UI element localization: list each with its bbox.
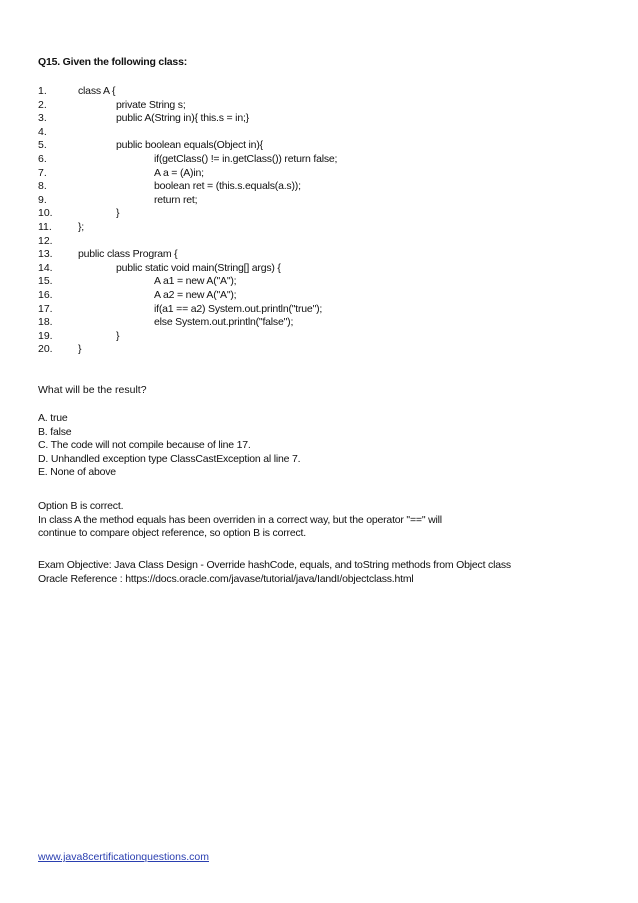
- code-text: }: [116, 329, 120, 342]
- code-line: [38, 180, 598, 194]
- question-title: Q15. Given the following class:: [38, 56, 188, 68]
- line-number: 17.: [38, 302, 53, 315]
- option-e: E. None of above: [38, 466, 116, 479]
- line-number: 14.: [38, 261, 53, 274]
- code-line: [38, 139, 598, 153]
- code-text: else System.out.println("false");: [154, 316, 294, 329]
- code-line: [38, 221, 598, 235]
- code-text: private String s;: [116, 98, 186, 111]
- line-number: 15.: [38, 275, 53, 288]
- explanation-line: continue to compare object reference, so option B is correct.: [38, 527, 306, 540]
- line-number: 11.: [38, 220, 52, 233]
- code-text: public static void main(String[] args) {: [116, 261, 281, 274]
- answer-explanation: [38, 500, 442, 541]
- line-number: 12.: [38, 234, 53, 247]
- footer-website-link[interactable]: www.java8certificationquestions.com: [38, 851, 209, 863]
- line-number: 13.: [38, 248, 53, 261]
- line-number: 9.: [38, 193, 47, 206]
- code-line: [38, 343, 598, 357]
- code-text: }: [78, 343, 82, 356]
- code-line: [38, 207, 598, 221]
- line-number: 19.: [38, 329, 53, 342]
- line-number: 6.: [38, 152, 47, 165]
- code-line: [38, 316, 598, 330]
- objective-line: Exam Objective: Java Class Design - Override hashCode, equals, and toString methods from Object class: [38, 559, 511, 571]
- line-number: 1.: [38, 85, 47, 97]
- answer-options: [38, 412, 300, 480]
- option-c: C. The code will not compile because of line 17.: [38, 439, 251, 452]
- code-text: };: [78, 220, 85, 233]
- code-line: [38, 85, 598, 99]
- explanation-line: In class A the method equals has been overriden in a correct way, but the operator "==" will: [38, 513, 442, 526]
- line-number: 3.: [38, 112, 47, 125]
- code-line: [38, 112, 598, 126]
- line-number: 10.: [38, 207, 53, 220]
- line-number: 16.: [38, 288, 53, 301]
- code-text: class A {: [78, 85, 116, 97]
- code-text: A a1 = new A("A");: [154, 275, 237, 288]
- line-number: 2.: [38, 98, 47, 111]
- line-number: 5.: [38, 139, 47, 152]
- answer-statement: Option B is correct.: [38, 500, 124, 512]
- line-number: 20.: [38, 343, 53, 356]
- line-number: 7.: [38, 166, 47, 179]
- line-number: 18.: [38, 316, 53, 329]
- code-text: A a = (A)in;: [154, 166, 204, 179]
- code-line: [38, 126, 598, 140]
- code-text: public class Program {: [78, 248, 178, 261]
- code-line: [38, 289, 598, 303]
- code-text: return ret;: [154, 193, 198, 206]
- reference-line: Oracle Reference : https://docs.oracle.com/javase/tutorial/java/IandI/objectclass.html: [38, 572, 414, 585]
- exam-objective: [38, 559, 511, 586]
- code-text: public A(String in){ this.s = in;}: [116, 112, 249, 125]
- code-listing: [38, 85, 598, 357]
- code-line: [38, 262, 598, 276]
- code-line: [38, 235, 598, 249]
- code-line: [38, 303, 598, 317]
- code-line: [38, 275, 598, 289]
- question-prompt: What will be the result?: [38, 384, 147, 396]
- code-text: if(getClass() != in.getClass()) return false;: [154, 152, 338, 165]
- line-number: 8.: [38, 180, 47, 193]
- code-text: boolean ret = (this.s.equals(a.s));: [154, 180, 301, 193]
- code-line: [38, 194, 598, 208]
- code-line: [38, 167, 598, 181]
- code-line: [38, 153, 598, 167]
- code-text: }: [116, 207, 120, 220]
- code-text: public boolean equals(Object in){: [116, 139, 263, 152]
- code-line: [38, 330, 598, 344]
- code-text: A a2 = new A("A");: [154, 288, 237, 301]
- code-line: [38, 99, 598, 113]
- code-line: [38, 248, 598, 262]
- option-a: A. true: [38, 412, 68, 424]
- line-number: 4.: [38, 125, 47, 138]
- option-b: B. false: [38, 425, 72, 438]
- code-text: if(a1 == a2) System.out.println("true");: [154, 302, 323, 315]
- option-d: D. Unhandled exception type ClassCastException al line 7.: [38, 452, 301, 465]
